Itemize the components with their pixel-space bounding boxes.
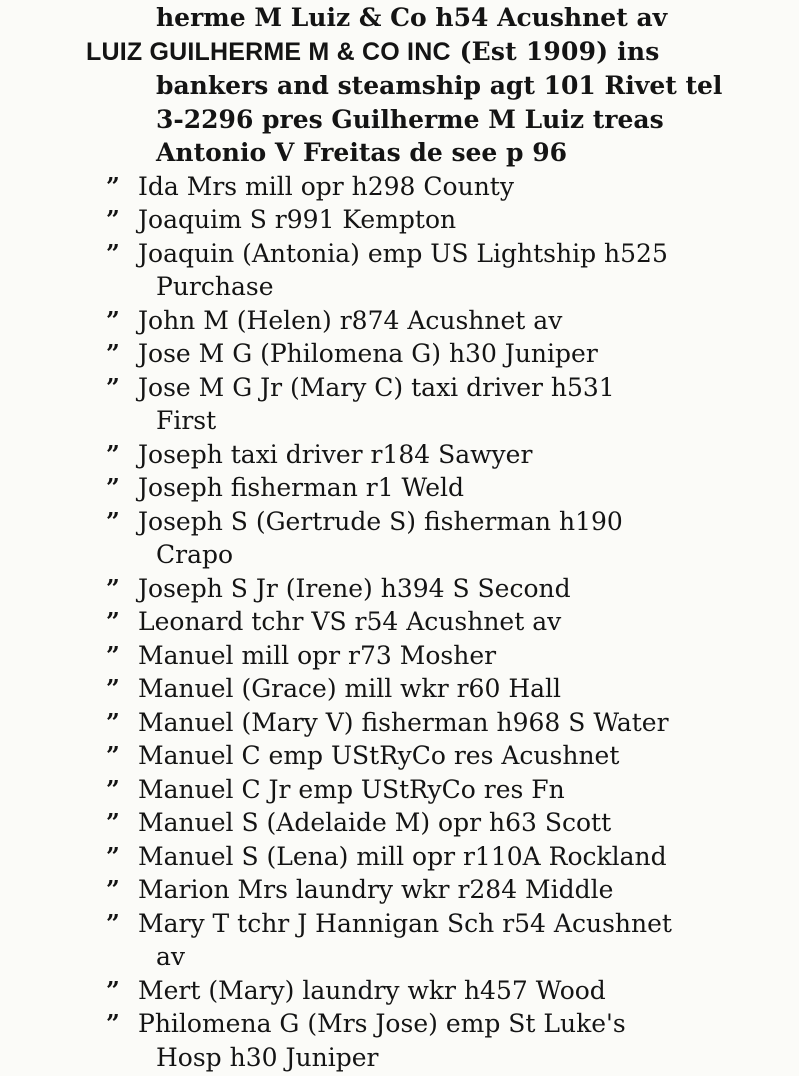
directory-entry: [0, 739, 799, 773]
entry-text: Manuel C Jr emp UStRyCo res Fn: [138, 774, 565, 804]
ditto-mark: ”: [106, 1009, 120, 1038]
entry-text: Joseph S (Gertrude S) fisherman h190: [138, 506, 623, 536]
entry-text: Jose M G (Philomena G) h30 Juniper: [138, 339, 598, 368]
entry-continuation-line: [0, 270, 799, 304]
directory-entry: [0, 773, 799, 807]
directory-entry: [0, 806, 799, 840]
directory-entry: [0, 304, 799, 338]
entry-text: herme M Luiz & Co h54 Acushnet av: [156, 3, 668, 32]
directory-entry: [0, 505, 799, 539]
directory-entry: [0, 203, 799, 237]
directory-entry: [0, 706, 799, 740]
entry-text: Joseph S Jr (Irene) h394 S Second: [138, 573, 571, 603]
entry-text: Hosp h30 Juniper: [156, 1042, 379, 1072]
directory-entry: [0, 672, 799, 706]
heading-name: LUIZ GUILHERME M & CO INC: [86, 37, 451, 66]
entry-text: Jose M G Jr (Mary C) taxi driver h531: [138, 372, 615, 402]
entry-text: Crapo: [156, 540, 234, 569]
entry-continuation-line: [0, 1, 799, 35]
ditto-mark: ”: [106, 573, 120, 603]
entry-text: Manuel S (Lena) mill opr r110A Rockland: [138, 841, 667, 871]
entry-text: Marion Mrs laundry wkr r284 Middle: [138, 875, 614, 904]
directory-entry: [0, 371, 799, 405]
heading-continuation-line: [0, 136, 799, 170]
ditto-mark: ”: [106, 875, 120, 904]
directory-entry: [0, 1007, 799, 1041]
entry-text: Purchase: [156, 272, 274, 301]
entry-continuation-line: [0, 1041, 799, 1075]
ditto-mark: ”: [106, 473, 120, 502]
heading-detail: (Est 1909) ins: [450, 36, 660, 66]
entry-continuation-line: [0, 538, 799, 572]
entry-text: Manuel C emp UStRyCo res Acushnet: [138, 741, 620, 770]
entry-text: Joaquim S r991 Kempton: [138, 205, 457, 234]
entry-text: Mert (Mary) laundry wkr h457 Wood: [138, 975, 606, 1005]
entry-text: Joaquin (Antonia) emp US Lightship h525: [138, 238, 668, 268]
entry-text: Joseph taxi driver r184 Sawyer: [138, 439, 533, 469]
entry-text: Manuel mill opr r73 Mosher: [138, 640, 497, 670]
ditto-mark: ”: [106, 305, 120, 335]
ditto-mark: ”: [106, 640, 120, 670]
directory-entry: [0, 974, 799, 1008]
entry-text: Philomena G (Mrs Jose) emp St Luke's: [138, 1009, 626, 1038]
entry-text: First: [156, 406, 217, 435]
ditto-mark: ”: [106, 238, 120, 268]
ditto-mark: ”: [106, 506, 120, 536]
entry-text: Manuel (Grace) mill wkr r60 Hall: [138, 674, 562, 703]
directory-entry: [0, 170, 799, 204]
ditto-mark: ”: [106, 439, 120, 469]
directory-entry: [0, 907, 799, 941]
directory-entry: [0, 639, 799, 673]
entry-continuation-line: [0, 404, 799, 438]
ditto-mark: ”: [106, 975, 120, 1005]
directory-entry: [0, 471, 799, 505]
entry-text: bankers and steamship agt 101 Rivet tel: [156, 71, 723, 100]
entry-text: Joseph fisherman r1 Weld: [138, 473, 465, 502]
entry-text: Mary T tchr J Hannigan Sch r54 Acushnet: [138, 908, 672, 938]
directory-entry: [0, 438, 799, 472]
directory-entry: [0, 873, 799, 907]
entry-text: Leonard tchr VS r54 Acushnet av: [138, 607, 562, 636]
entry-continuation-line: [0, 940, 799, 974]
ditto-mark: ”: [106, 808, 120, 837]
ditto-mark: ”: [106, 372, 120, 402]
ditto-mark: ”: [106, 707, 120, 737]
heading-continuation-line: [0, 69, 799, 103]
ditto-mark: ”: [106, 741, 120, 770]
ditto-mark: ”: [106, 171, 120, 201]
directory-entry: [0, 237, 799, 271]
entry-text: John M (Helen) r874 Acushnet av: [138, 305, 563, 335]
directory-entry: [0, 605, 799, 639]
ditto-mark: ”: [106, 339, 120, 368]
ditto-mark: ”: [106, 774, 120, 804]
entry-text: Manuel (Mary V) fisherman h968 S Water: [138, 707, 669, 737]
entry-text: Ida Mrs mill opr h298 County: [138, 171, 514, 201]
ditto-mark: ”: [106, 674, 120, 703]
directory-entry: [0, 840, 799, 874]
entry-text: 3-2296 pres Guilherme M Luiz treas: [156, 104, 664, 134]
entry-text: av: [156, 942, 186, 971]
ditto-mark: ”: [106, 908, 120, 938]
directory-entry: [0, 337, 799, 371]
entry-text: Antonio V Freitas de see p 96: [156, 138, 568, 167]
ditto-mark: ”: [106, 607, 120, 636]
ditto-mark: ”: [106, 205, 120, 234]
ditto-mark: ”: [106, 841, 120, 871]
directory-entry: [0, 572, 799, 606]
entry-text: Manuel S (Adelaide M) opr h63 Scott: [138, 808, 612, 837]
heading-entry: [0, 35, 799, 70]
heading-continuation-line: [0, 103, 799, 137]
